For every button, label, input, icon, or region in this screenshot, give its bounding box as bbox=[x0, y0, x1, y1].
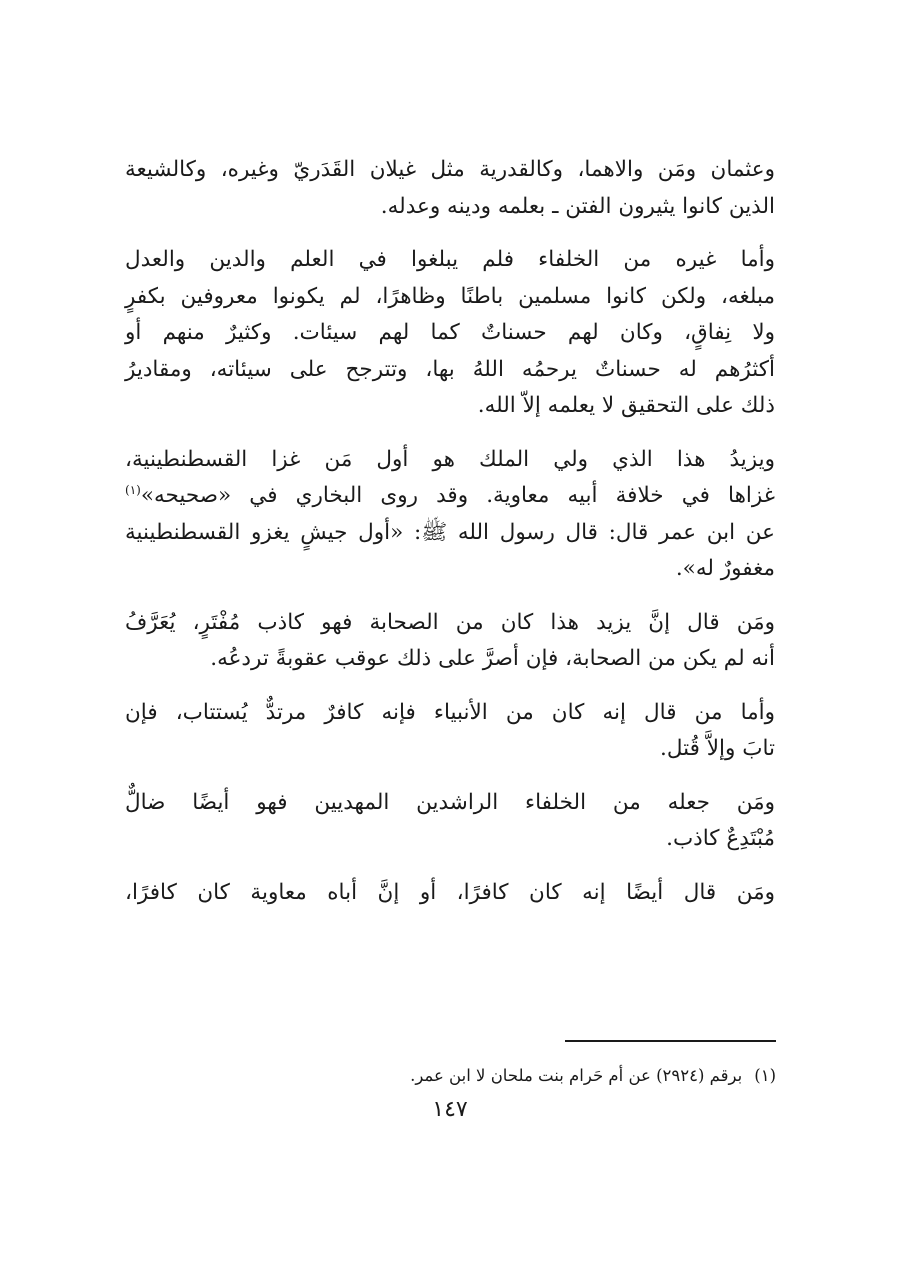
paragraph-3 bbox=[125, 442, 775, 588]
text-line: أكثرُهم له حسناتٌ يرحمُه اللهُ بها، وتترجح على سيئاته، ومقاديرُ bbox=[125, 356, 775, 382]
footnote-number: (١) bbox=[754, 1066, 776, 1085]
paragraph-2 bbox=[125, 242, 775, 425]
paragraph-4 bbox=[125, 605, 775, 678]
page-body bbox=[125, 152, 775, 928]
text-line: ولا نِفاقٍ، وكان لهم حسناتٌ كما لهم سيئات. وكثيرٌ منهم أو bbox=[125, 320, 775, 345]
text-line: عن ابن عمر قال: قال رسول الله ﷺ: «أول جيشٍ يغزو القسطنطينية bbox=[125, 519, 775, 545]
text-line: مبلغه، ولكن كانوا مسلمين باطنًا وظاهرًا، لم يكونوا معروفين بكفرٍ bbox=[125, 283, 775, 309]
text-line: ومَن قال إنَّ يزيد هذا كان من الصحابة فهو كاذب مُفْتَرٍ، يُعَرَّفُ bbox=[125, 609, 775, 635]
footnote-text: برقم (٢٩٢٤) عن أم حَرام بنت ملحان لا ابن عمر. bbox=[410, 1066, 743, 1085]
paragraph-7 bbox=[125, 875, 775, 912]
text-line: ومَن قال أيضًا إنه كان كافرًا، أو إنَّ أباه معاوية كان كافرًا، bbox=[125, 879, 775, 905]
text-line: وأما غيره من الخلفاء فلم يبلغوا في العلم والدين والعدل bbox=[125, 247, 775, 272]
text-line-content: غزاها في خلافة أبيه معاوية. وقد روى البخاري في «صحيحه» bbox=[140, 483, 775, 508]
paragraph-5 bbox=[125, 695, 775, 768]
text-line: مُبْتَدِعٌ كاذب. bbox=[666, 826, 775, 851]
text-line: مغفورٌ له». bbox=[675, 556, 775, 581]
text-line: وأما من قال إنه كان من الأنبياء فإنه كافرٌ مرتدٌّ يُستتاب، فإن bbox=[125, 699, 775, 725]
text-line: وعثمان ومَن والاهما، وكالقدرية مثل غيلان القَدَريّ وغيره، وكالشيعة bbox=[125, 157, 775, 182]
text-line: ويزيدُ هذا الذي ولي الملك هو أول مَن غزا القسطنطينية، bbox=[125, 446, 775, 472]
paragraph-1 bbox=[125, 152, 775, 225]
text-line: ومَن جعله من الخلفاء الراشدين المهديين فهو أيضًا ضالٌّ bbox=[125, 789, 775, 815]
text-line: الذين كانوا يثيرون الفتن ـ بعلمه ودينه وعدله. bbox=[380, 193, 775, 219]
footnote-separator bbox=[565, 1040, 776, 1042]
text-line: تابَ وإلاَّ قُتل. bbox=[660, 736, 775, 761]
paragraph-6 bbox=[125, 785, 775, 858]
page-number: ١٤٧ bbox=[432, 1097, 468, 1122]
text-line: أنه لم يكن من الصحابة، فإن أصرَّ على ذلك عوقب عقوبةً تردعُه. bbox=[210, 646, 775, 671]
footnote bbox=[300, 1062, 776, 1090]
text-line-with-footnote bbox=[125, 478, 775, 515]
text-line: ذلك على التحقيق لا يعلمه إلاّ الله. bbox=[477, 393, 775, 418]
footnote-reference: (١) bbox=[125, 482, 141, 497]
